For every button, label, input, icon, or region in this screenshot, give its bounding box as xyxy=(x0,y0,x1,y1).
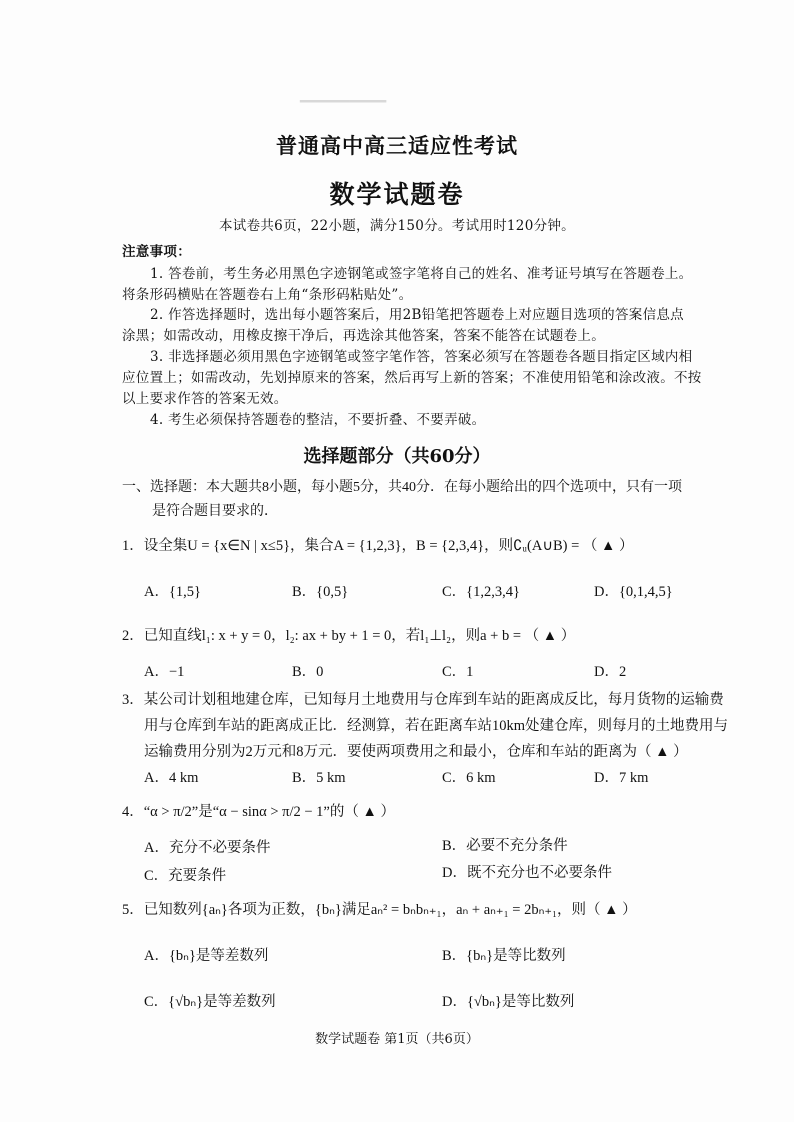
question-3-stem-line: 用与仓库到车站的距离成正比．经测算，若在距离车站10km处建仓库，则每月的土地费用与 xyxy=(144,718,729,734)
question-1-option-a: A．{1,5} xyxy=(144,584,202,600)
notes-heading: 注意事项： xyxy=(122,244,191,260)
question-2-option-d: D．2 xyxy=(594,664,627,680)
question-4-option-a: A．充分不必要条件 xyxy=(144,840,271,856)
question-2-option-c: C．1 xyxy=(442,664,474,680)
question-2-option-a: A．−1 xyxy=(144,664,185,680)
question-5-option-b: B．{bₙ}是等比数列 xyxy=(442,948,566,964)
exam-info: 本试卷共6页，22小题，满分150分。考试用时120分钟。 xyxy=(218,218,575,234)
note-line: 应位置上；如需改动，先划掉原来的答案，然后再写上新的答案；不准使用铅笔和涂改液。不按 xyxy=(122,370,702,386)
bleed-through-mark: ▔▔▔▔▔▔▔ xyxy=(300,100,387,119)
question-5-option-d: D．{√bₙ}是等比数列 xyxy=(442,994,575,1010)
part-intro-line: 是符合题目要求的． xyxy=(152,504,278,519)
note-line: 2. 作答选择题时，选出每小题答案后，用2B铅笔把答题卷上对应题目选项的答案信息点 xyxy=(150,307,684,323)
question-3-option-d: D．7 km xyxy=(594,770,649,786)
question-2-stem: 2．已知直线l₁: x + y = 0，l₂: ax + by + 1 = 0，若l₁⊥l₂，则a + b = （ ▲ ） xyxy=(122,628,576,644)
question-1-stem: 1．设全集U = {x∈N | x≤5}，集合A = {1,2,3}，B = {2,3,4}，则∁ᵤ(A∪B) = （ ▲ ） xyxy=(122,538,634,554)
question-4-option-c: C．充要条件 xyxy=(144,868,227,884)
question-3-option-c: C．6 km xyxy=(442,770,496,786)
note-line: 以上要求作答的答案无效。 xyxy=(122,391,288,407)
section-title: 选择题部分（共60分） xyxy=(303,446,491,467)
exam-title: 普通高中高三适应性考试 xyxy=(276,133,518,158)
question-3-stem-line: 3．某公司计划租地建仓库，已知每月土地费用与仓库到车站的距离成反比，每月货物的运输费 xyxy=(122,692,724,708)
question-1-option-d: D．{0,1,4,5} xyxy=(594,584,673,600)
page-footer: 数学试题卷 第1页（共6页） xyxy=(315,1032,479,1047)
question-2-option-b: B．0 xyxy=(292,664,324,680)
question-5-option-a: A．{bₙ}是等差数列 xyxy=(144,948,269,964)
question-5-stem: 5．已知数列{aₙ}各项为正数，{bₙ}满足aₙ² = bₙbₙ₊₁，aₙ + aₙ₊₁ = 2bₙ₊₁，则（ ▲ ） xyxy=(122,902,637,918)
question-3-option-a: A．4 km xyxy=(144,770,199,786)
note-line: 1. 答卷前，考生务必用黑色字迹钢笔或签字笔将自己的姓名、准考证号填写在答题卷上。 xyxy=(150,266,693,282)
question-4-stem: 4．“α > π/2”是“α − sinα > π/2 − 1”的（ ▲ ） xyxy=(122,804,395,820)
note-line: 3. 非选择题必须用黑色字迹钢笔或签字笔作答，答案必须写在答题卷各题目指定区域内相 xyxy=(150,349,693,365)
question-3-stem-line: 运输费用分别为2万元和8万元．要使两项费用之和最小，仓库和车站的距离为（ ▲ ） xyxy=(144,744,688,760)
question-5-option-c: C．{√bₙ}是等差数列 xyxy=(144,994,276,1010)
question-3-option-b: B．5 km xyxy=(292,770,346,786)
subject-title: 数学试题卷 xyxy=(329,180,465,209)
question-4-option-d: D．既不充分也不必要条件 xyxy=(442,865,612,881)
note-line: 涂黑；如需改动，用橡皮擦干净后，再选涂其他答案，答案不能答在试题卷上。 xyxy=(122,328,605,344)
note-line: 4. 考生必须保持答题卷的整洁，不要折叠、不要弄破。 xyxy=(150,412,486,428)
question-1-option-b: B．{0,5} xyxy=(292,584,349,600)
part-intro-line: 一、选择题：本大题共8小题，每小题5分，共40分．在每小题给出的四个选项中，只有一项 xyxy=(122,480,682,495)
question-4-option-b: B．必要不充分条件 xyxy=(442,838,568,854)
note-line: 将条形码横贴在答题卷右上角“条形码粘贴处”。 xyxy=(122,287,413,303)
question-1-option-c: C．{1,2,3,4} xyxy=(442,584,520,600)
